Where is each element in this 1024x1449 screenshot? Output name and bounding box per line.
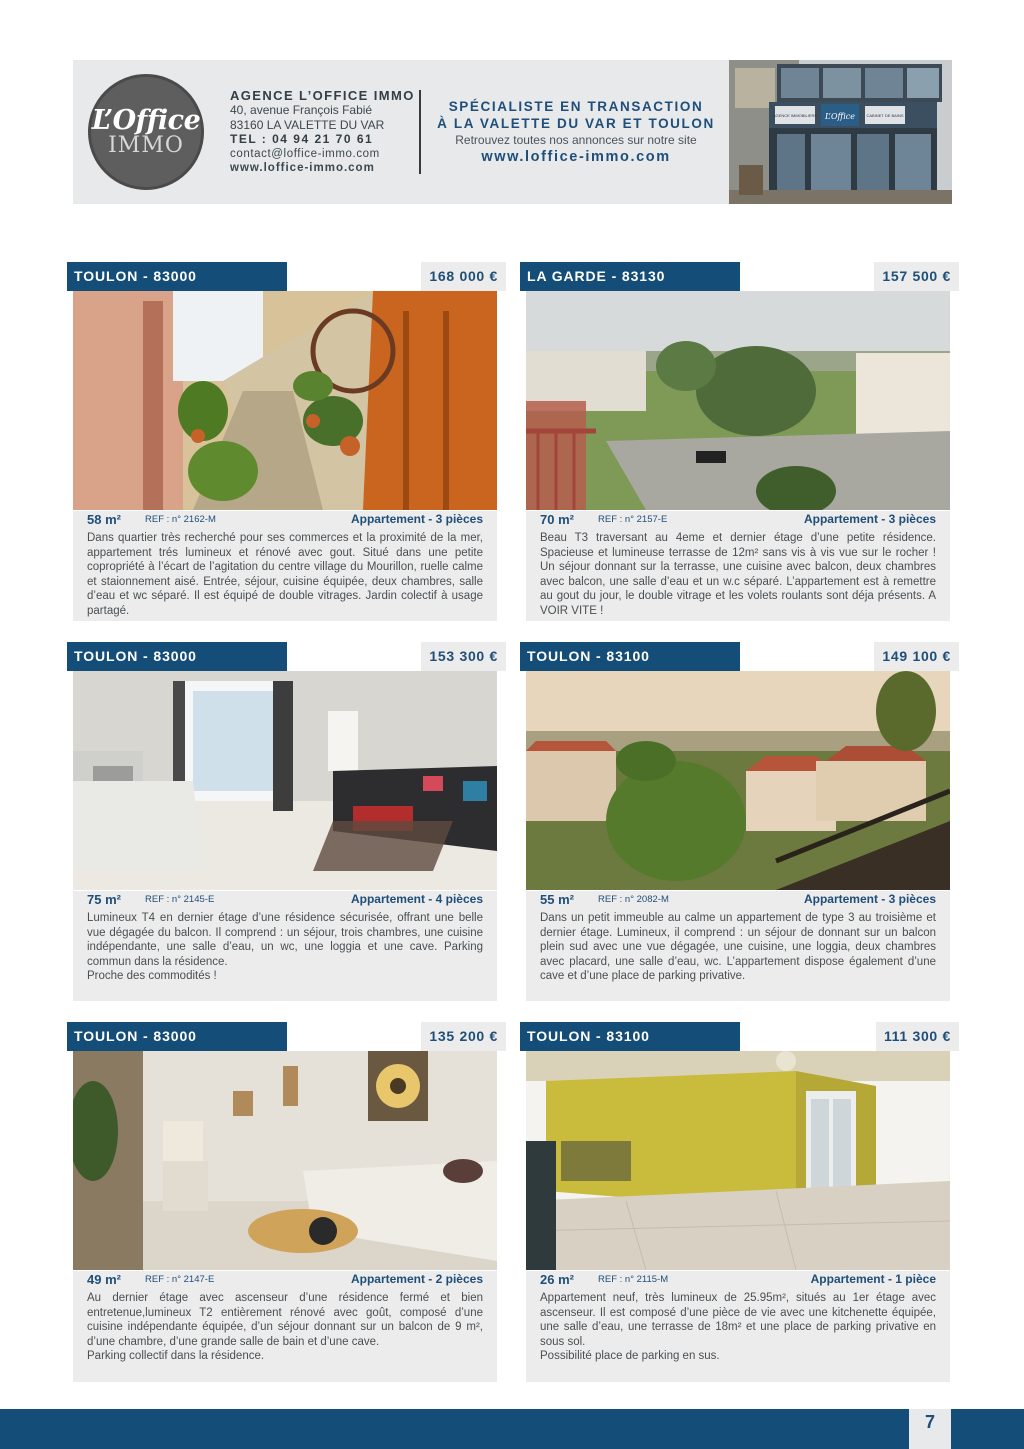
photo-terrace-studio bbox=[526, 1051, 950, 1270]
listing-photo[interactable] bbox=[526, 291, 950, 510]
agency-phone: TEL : 04 94 21 70 61 bbox=[230, 132, 374, 146]
agency-contact bbox=[230, 88, 415, 175]
photo-living-room bbox=[73, 671, 497, 890]
listing-description: Appartement neuf, très lumineux de 25.95m², situés au 1er étage avec ascenseur. Il est composé d’une pièce de vie avec une kitchenette équipée, une salle d’eau, une terrasse de 18m² et une place de parking privative en sous sol. Possibilité place de parking en sus. bbox=[540, 1292, 936, 1363]
listing-description: Au dernier étage avec ascenseur d’une résidence fermé et bien entretenue,lumineux T2 entièrement rénové avec goût, composé d’une cuisine indépendante équipée, d’un séjour donnant sur un balcon de 9 m², d’une chambre, d’une grande salle de bain et d’une cave. Parking collectif dans la résidence. bbox=[87, 1292, 483, 1363]
listing-ref: REF : n° 2145-E bbox=[145, 894, 215, 905]
agency-tagline bbox=[431, 98, 721, 167]
listing-type: Appartement - 3 pièces bbox=[350, 512, 483, 526]
listing-price: 153 300 € bbox=[421, 642, 506, 671]
logo-text-immo: IMMO bbox=[108, 133, 184, 158]
photo-garden-alley bbox=[73, 291, 497, 510]
agency-header bbox=[73, 60, 952, 204]
listing-meta bbox=[526, 511, 950, 527]
listing-photo[interactable] bbox=[73, 671, 497, 890]
listing-area: 70 m² bbox=[540, 512, 574, 527]
listing-location: TOULON - 83100 bbox=[520, 642, 740, 671]
listing-meta bbox=[73, 511, 497, 527]
listing-type: Appartement - 2 pièces bbox=[350, 1272, 483, 1286]
listing-area: 58 m² bbox=[87, 512, 121, 527]
listing-location: TOULON - 83000 bbox=[67, 262, 287, 291]
listing-description-box bbox=[526, 527, 950, 621]
listing-meta bbox=[526, 891, 950, 907]
listing-type: Appartement - 1 pièce bbox=[810, 1272, 936, 1286]
listing-description-box bbox=[73, 1287, 497, 1382]
page-number-box bbox=[909, 1409, 951, 1449]
listing-photo[interactable] bbox=[73, 1051, 497, 1270]
listing-type: Appartement - 3 pièces bbox=[803, 512, 936, 526]
listing-location: TOULON - 83000 bbox=[67, 642, 287, 671]
agency-email[interactable]: contact@loffice-immo.com bbox=[230, 148, 380, 160]
listing-area: 49 m² bbox=[87, 1272, 121, 1287]
agency-address-street: 40, avenue François Fabié bbox=[230, 103, 373, 117]
storefront-illustration bbox=[729, 60, 952, 204]
listing-area: 26 m² bbox=[540, 1272, 574, 1287]
listing-description: Dans quartier très recherché pour ses commerces et la proximité de la mer, appartement trés lumineux et rénové avec gout. Situé dans une petite copropriété à l’écart de l’agitation du centre village du Mourillon, ruelle calme et staionnement aisé. Entrée, séjour, cuisine équipée, deux chambres, salle d’eau et wc séparé. Il est équipé de double vitrages. Jardin colectif à usage partagé. bbox=[87, 532, 483, 617]
listing-area: 55 m² bbox=[540, 892, 574, 907]
photo-balcony-view bbox=[526, 671, 950, 890]
listing-meta bbox=[73, 1271, 497, 1287]
listing-photo[interactable] bbox=[526, 1051, 950, 1270]
tagline-line3: Retrouvez toutes nos annonces sur notre site bbox=[455, 133, 697, 147]
storefront-photo bbox=[729, 60, 952, 204]
listing-price: 135 200 € bbox=[421, 1022, 506, 1051]
listing-price: 157 500 € bbox=[874, 262, 959, 291]
listing-location: TOULON - 83000 bbox=[67, 1022, 287, 1051]
listing-description-box bbox=[526, 1287, 950, 1382]
listing-meta bbox=[73, 891, 497, 907]
listing-ref: REF : n° 2162-M bbox=[145, 514, 216, 525]
header-divider bbox=[419, 90, 421, 174]
listing-description-box bbox=[73, 907, 497, 1001]
listing-photo[interactable] bbox=[73, 291, 497, 510]
listing-meta bbox=[526, 1271, 950, 1287]
listing-description-box bbox=[526, 907, 950, 1001]
listing-ref: REF : n° 2082-M bbox=[598, 894, 669, 905]
photo-t2-living-room bbox=[73, 1051, 497, 1270]
agency-website[interactable]: www.loffice-immo.com bbox=[230, 162, 375, 174]
storefront-sign-logo: L’Office bbox=[825, 112, 855, 121]
listing-price: 168 000 € bbox=[421, 262, 506, 291]
listing-ref: REF : n° 2157-E bbox=[598, 514, 668, 525]
page-number: 7 bbox=[924, 1412, 935, 1432]
listing-description: Dans un petit immeuble au calme un appartement de type 3 au troisième et dernier étage. Lumineux, il comprend : un séjour de donnant sur un balcon plein sud avec une vue dégagée, une cuisine, une loggia, deux chambres avec placard, une salle d’eau, wc. L’appartement dispose également d’une cave et d’une place de parking privative. bbox=[540, 912, 936, 983]
logo-text-office: L’Office bbox=[91, 105, 201, 136]
listing-description: Lumineux T4 en dernier étage d’une résidence sécurisée, offrant une belle vue dégagée du balcon. Il comprend : un séjour, trois chambres, une cuisine indépendante, une salle d’eau, un wc, une loggia et une cave. Parking commun dans la résidence. Proche des commodités ! bbox=[87, 912, 483, 983]
storefront-sign-right: CABINET DE BAINS bbox=[866, 113, 904, 118]
photo-terrace-view bbox=[526, 291, 950, 510]
listing-ref: REF : n° 2115-M bbox=[598, 1274, 669, 1285]
listing-description: Beau T3 traversant au 4eme et dernier étage d’une petite résidence. Spacieuse et lumineuse terrasse de 12m² sans vis à vis vue sur le rocher ! Un séjour donnant sur la terrasse, une cuisine avec balcon, deux chambres avec balcon, une salle d’eau et un w.c séparé. L’appartement est à remettre au gout du jour, le double vitrage et les volets roulants sont déja présents. A VOIR VITE ! bbox=[540, 532, 936, 617]
listing-type: Appartement - 4 pièces bbox=[350, 892, 483, 906]
tagline-url[interactable]: www.loffice-immo.com bbox=[481, 149, 671, 165]
agency-name: AGENCE L’OFFICE IMMO bbox=[230, 88, 415, 103]
tagline-line1: SPÉCIALISTE EN TRANSACTION bbox=[448, 99, 704, 114]
footer-bar bbox=[0, 1409, 1024, 1449]
listing-price: 149 100 € bbox=[874, 642, 959, 671]
listing-area: 75 m² bbox=[87, 892, 121, 907]
agency-address-city: 83160 LA VALETTE DU VAR bbox=[230, 117, 385, 132]
listing-ref: REF : n° 2147-E bbox=[145, 1274, 215, 1285]
listing-location: LA GARDE - 83130 bbox=[520, 262, 740, 291]
listing-photo[interactable] bbox=[526, 671, 950, 890]
agency-logo bbox=[88, 74, 204, 190]
listing-description-box bbox=[73, 527, 497, 621]
storefront-sign-left: AGENCE IMMOBILIERE bbox=[772, 113, 818, 118]
listing-location: TOULON - 83100 bbox=[520, 1022, 740, 1051]
tagline-line2: À LA VALETTE DU VAR ET TOULON bbox=[437, 116, 715, 131]
listing-price: 111 300 € bbox=[876, 1022, 959, 1051]
listing-type: Appartement - 3 pièces bbox=[803, 892, 936, 906]
